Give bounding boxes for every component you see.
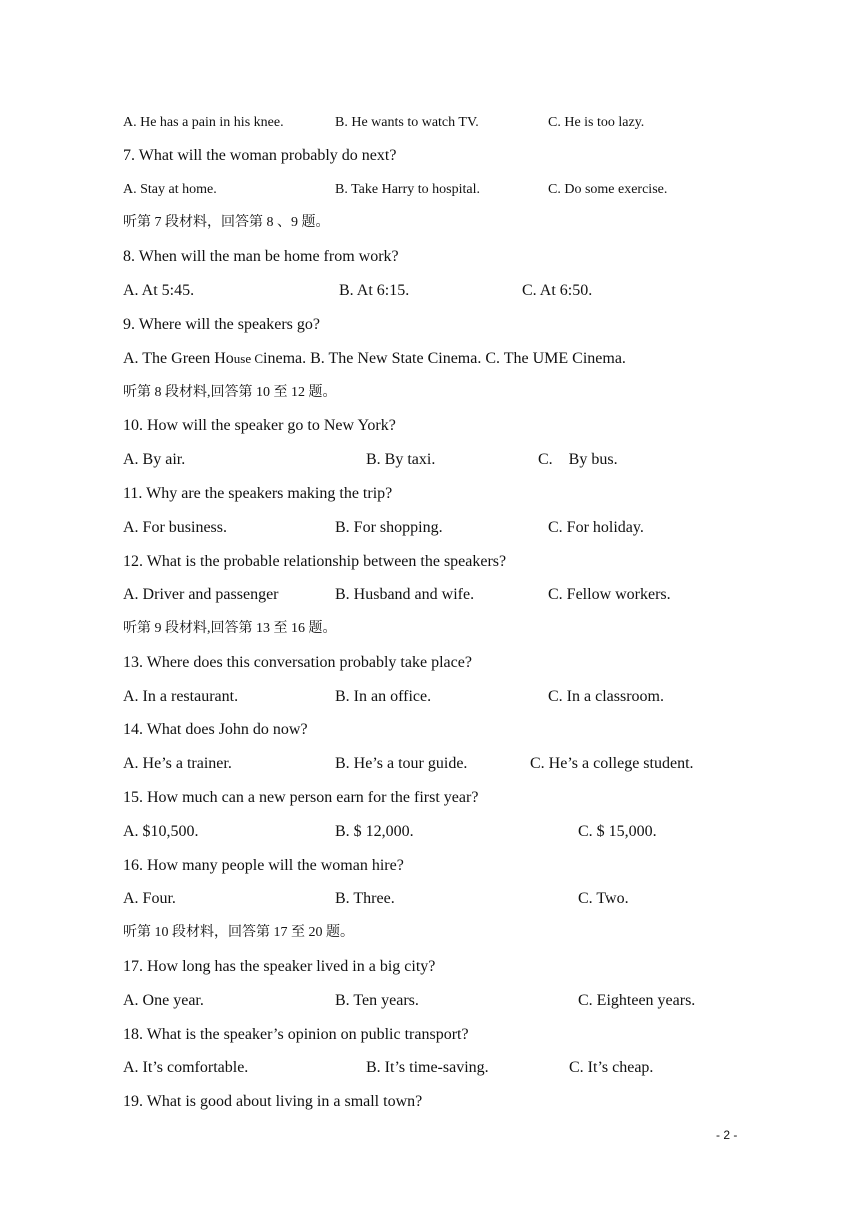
option-a: A. He’s a trainer. — [123, 755, 232, 772]
option-c: C. At 6:50. — [522, 282, 593, 299]
option-a: A. In a restaurant. — [123, 688, 239, 705]
option-a: A. It’s comfortable. — [123, 1059, 249, 1076]
option-c: C. Two. — [578, 890, 629, 907]
option-c: C. He’s a college student. — [530, 755, 694, 772]
option-b: B. Husband and wife. — [335, 586, 475, 603]
question-7: 7. What will the woman probably do next? — [123, 147, 397, 164]
option-a: A. Driver and passenger — [123, 586, 279, 603]
option-b: B. In an office. — [335, 688, 432, 705]
option-text: inema. B. The New State Cinema. C. The UME Cinema. — [263, 350, 626, 367]
option-c: C. By bus. — [538, 451, 618, 468]
section-heading-10: 听第 10 段材料，回答第 17 至 20 题。 — [123, 925, 354, 940]
option-c: C. $ 15,000. — [578, 823, 657, 840]
question-11: 11. Why are the speakers making the trip? — [123, 485, 393, 502]
option-text: A. The Green Ho — [123, 350, 234, 367]
option-a: A. He has a pain in his knee. — [123, 115, 284, 130]
option-c: C. Eighteen years. — [578, 992, 696, 1009]
option-b: B. He wants to watch TV. — [335, 115, 479, 130]
question-19: 19. What is good about living in a small town? — [123, 1093, 423, 1110]
option-a: A. At 5:45. — [123, 282, 195, 299]
option-b: B. Ten years. — [335, 992, 419, 1009]
question-15: 15. How much can a new person earn for the first year? — [123, 789, 479, 806]
option-c: C. In a classroom. — [548, 688, 664, 705]
section-heading-8: 听第 8 段材料,回答第 10 至 12 题。 — [123, 385, 337, 400]
question-16: 16. How many people will the woman hire? — [123, 857, 404, 874]
option-b: B. He’s a tour guide. — [335, 755, 468, 772]
question-10: 10. How will the speaker go to New York? — [123, 417, 396, 434]
option-c: C. Fellow workers. — [548, 586, 671, 603]
option-b: B. $ 12,000. — [335, 823, 414, 840]
option-b: B. It’s time-saving. — [366, 1059, 489, 1076]
question-8: 8. When will the man be home from work? — [123, 248, 399, 265]
option-b: B. For shopping. — [335, 519, 443, 536]
option-b: B. Three. — [335, 890, 395, 907]
question-18: 18. What is the speaker’s opinion on public transport? — [123, 1026, 469, 1043]
page-number: - 2 - — [716, 1128, 738, 1142]
question-12: 12. What is the probable relationship between the speakers? — [123, 553, 507, 570]
option-a: A. By air. — [123, 451, 186, 468]
option-b: B. By taxi. — [366, 451, 436, 468]
question-17: 17. How long has the speaker lived in a big city? — [123, 958, 436, 975]
option-a: A. Four. — [123, 890, 176, 907]
option-c: C. Do some exercise. — [548, 182, 668, 197]
option-text-small: use C — [233, 351, 264, 366]
section-heading-9: 听第 9 段材料,回答第 13 至 16 题。 — [123, 621, 337, 636]
question-14: 14. What does John do now? — [123, 721, 308, 738]
option-a: A. Stay at home. — [123, 182, 217, 197]
option-b: B. Take Harry to hospital. — [335, 182, 480, 197]
option-a: A. For business. — [123, 519, 228, 536]
q9-options — [123, 349, 626, 369]
option-b: B. At 6:15. — [339, 282, 410, 299]
option-a: A. One year. — [123, 992, 204, 1009]
option-c: C. For holiday. — [548, 519, 644, 536]
question-13: 13. Where does this conversation probably take place? — [123, 654, 472, 671]
option-a: A. $10,500. — [123, 823, 199, 840]
section-heading-7: 听第 7 段材料，回答第 8 、9 题。 — [123, 215, 330, 230]
option-c: C. It’s cheap. — [569, 1059, 654, 1076]
question-9: 9. Where will the speakers go? — [123, 316, 320, 333]
option-c: C. He is too lazy. — [548, 115, 645, 130]
